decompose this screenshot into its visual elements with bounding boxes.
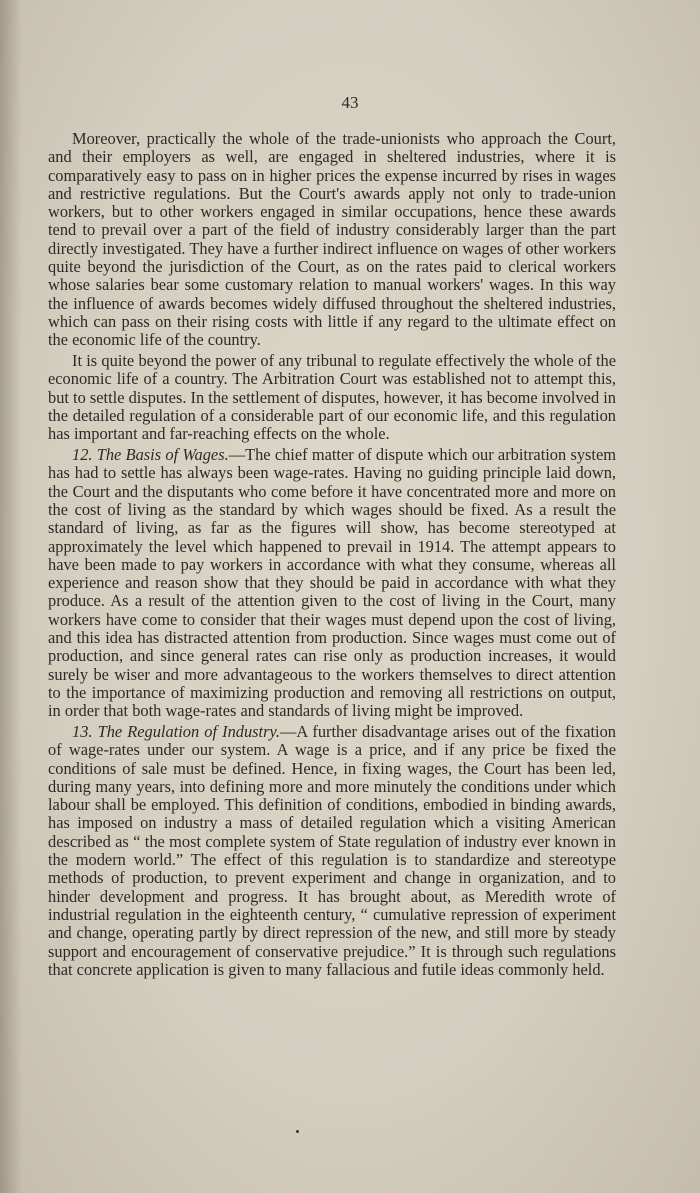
- paragraph: [48, 446, 616, 720]
- section-heading: 12. The Basis of Wages.: [72, 445, 229, 465]
- paragraph: [48, 352, 616, 443]
- paper-speck: [296, 1130, 299, 1133]
- paragraph-text: —A further disadvantage arises out of the fixation of wage-rates under our system. A wage is a price, and if any price be fixed the conditions of sale must be defined. Hence, in fixing wages, the Court has been led, during many years, into defining more and more minutely the conditions under which labour shall be employed. This definition of conditions, embodied in binding awards, has imposed on industry a mass of detailed regulation which a visiting American described as “ the most complete system of State regulation of industry ever known in the modern world.” The effect of this regulation is to standardize and stereotype methods of production, to prevent experiment and change in organization, and to hinder development and progress. It has brought about, as Meredith wrote of industrial regulation in the eighteenth century, “ cumulative repression of experiment and change, operating partly by direct repression of the new, and still more by steady support and encouragement of conservative prejudice.” It is through such regulations that concrete application is given to many fallacious and futile ideas commonly held.: [48, 722, 616, 979]
- spine-shadow: [0, 0, 22, 1193]
- body-text: [48, 130, 616, 982]
- paragraph-text: Moreover, practically the whole of the trade-unionists who approach the Court, and their employers as well, are engaged in sheltered industries, where it is comparatively easy to pass on in higher prices the expense incurred by rises in wages and restrictive regulations. But the Court's awards apply not only to trade-union workers, but to other workers engaged in similar occupations, hence these awards tend to prevail over a part of the field of industry considerably larger than the part directly investigated. They have a further indirect influence on wages of other workers quite beyond the jurisdiction of the Court, as on the rates paid to clerical workers whose salaries bear some customary relation to manual workers' wages. In this way the influence of awards becomes widely diffused throughout the sheltered industries, which can pass on their rising costs with little if any regard to the ultimate effect on the economic life of the country.: [48, 129, 616, 350]
- paragraph-text: It is quite beyond the power of any tribunal to regulate effectively the whole of the economic life of a country. The Arbitration Court was established not to attempt this, but to settle disputes. In the settlement of disputes, however, it has become involved in the detailed regulation of a considerable part of our economic life, and this regulation has important and far-reaching effects on the whole.: [48, 351, 616, 444]
- paragraph: [48, 130, 616, 350]
- paragraph-text: —The chief matter of dispute which our arbitration system has had to settle has always been wage-rates. Having no guiding principle laid down, the Court and the disputants who come before it have concentrated more and more on the cost of living as the standard by which wages should be fixed. As a result the standard of living, as far as the figures will show, has become stereotyped at approximately the level which happened to prevail in 1914. The attempt appears to have been made to pay workers in accordance with what they consume, whereas all experience and reason show that they should be paid in accordance with what they produce. As a result of the attention given to the cost of living in the Court, many workers have come to consider that their wages must depend upon the cost of living, and this idea has distracted attention from production. Since wages must come out of production, and since general rates can rise only as production increases, it would surely be wiser and more advantageous to the workers themselves to direct attention to the importance of maximizing production and removing all restrictions on output, in order that both wage-rates and standards of living might be improved.: [48, 445, 616, 721]
- section-heading: 13. The Regulation of Industry.: [72, 722, 280, 741]
- page-number: 43: [341, 93, 359, 112]
- paragraph: [48, 723, 616, 979]
